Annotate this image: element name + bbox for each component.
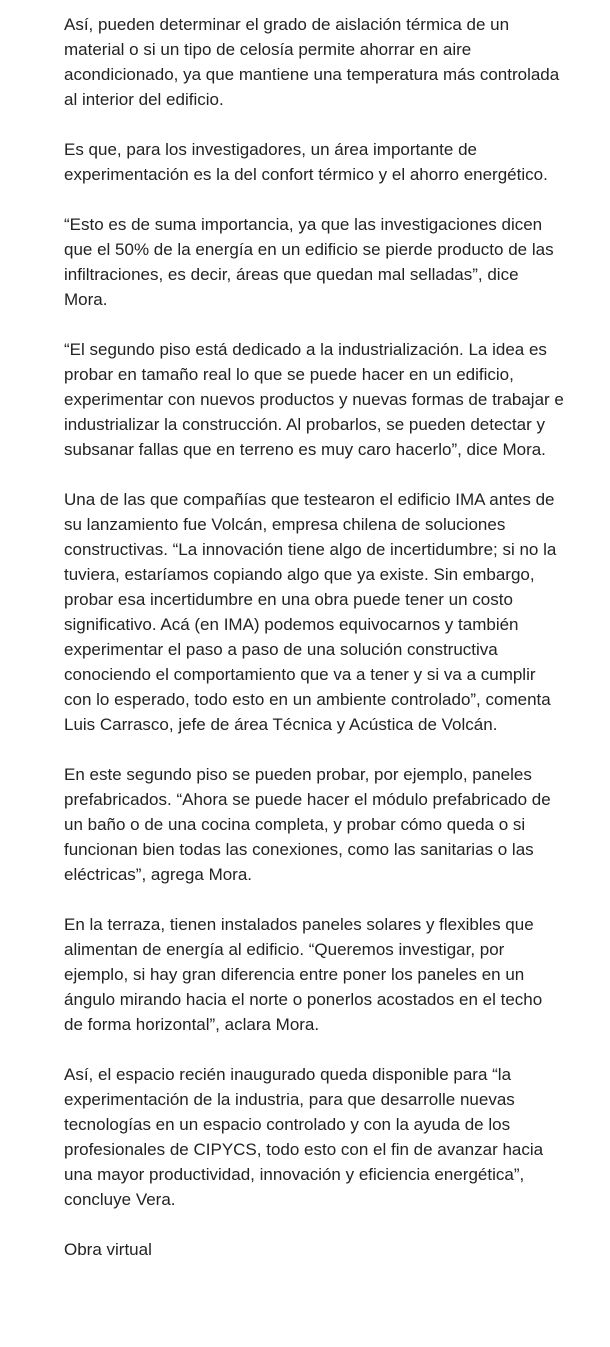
article-body — [64, 12, 564, 1262]
paragraph: Así, el espacio recién inaugurado queda disponible para “la experimentación de la industria, para que desarrolle nuevas tecnologías en un espacio controlado y con la ayuda de los profesionales de CIPYCS, todo esto con el fin de avanzar hacia una mayor productividad, innovación y eficiencia energética”, concluye Vera. — [64, 1065, 544, 1209]
paragraph: En la terraza, tienen instalados paneles solares y flexibles que alimentan de energía al edificio. “Queremos investigar, por ejemplo, si hay gran diferencia entre poner los paneles en un ángulo mirando hacia el norte o ponerlos acostados en el techo de forma horizontal”, aclara Mora. — [64, 915, 543, 1034]
section-subheading: Obra virtual — [64, 1240, 152, 1259]
paragraph: Es que, para los investigadores, un área importante de experimentación es la del confort térmico y el ahorro energético. — [64, 140, 548, 184]
paragraph: En este segundo piso se pueden probar, por ejemplo, paneles prefabricados. “Ahora se puede hacer el módulo prefabricado de un baño o de una cocina completa, y probar cómo queda o si funcionan bien todas las conexiones, como las sanitarias o las eléctricas”, agrega Mora. — [64, 765, 551, 884]
paragraph: Una de las que compañías que testearon el edificio IMA antes de su lanzamiento fue Volcán, empresa chilena de soluciones constructivas. “La innovación tiene algo de incertidumbre; si no la tuviera, estaríamos copiando algo que ya existe. Sin embargo, probar esa incertidumbre en una obra puede tener un costo significativo. Acá (en IMA) podemos equivocarnos y también experimentar el paso a paso de una solución constructiva conociendo el comportamiento que va a tener y si va a cumplir con lo esperado, todo esto en un ambiente controlado”, comenta Luis Carrasco, jefe de área Técnica y Acústica de Volcán. — [64, 490, 557, 734]
paragraph: “El segundo piso está dedicado a la industrialización. La idea es probar en tamaño real lo que se puede hacer en un edificio, experimentar con nuevos productos y nuevas formas de trabajar e industrializar la construcción. Al probarlos, se pueden detectar y subsanar fallas que en terreno es muy caro hacerlo”, dice Mora. — [64, 340, 564, 459]
paragraph: Así, pueden determinar el grado de aislación térmica de un material o si un tipo de celosía permite ahorrar en aire acondicionado, ya que mantiene una temperatura más controlada al interior del edificio. — [64, 15, 560, 109]
paragraph: “Esto es de suma importancia, ya que las investigaciones dicen que el 50% de la energía en un edificio se pierde producto de las infiltraciones, es decir, áreas que quedan mal selladas”, dice Mora. — [64, 215, 554, 309]
